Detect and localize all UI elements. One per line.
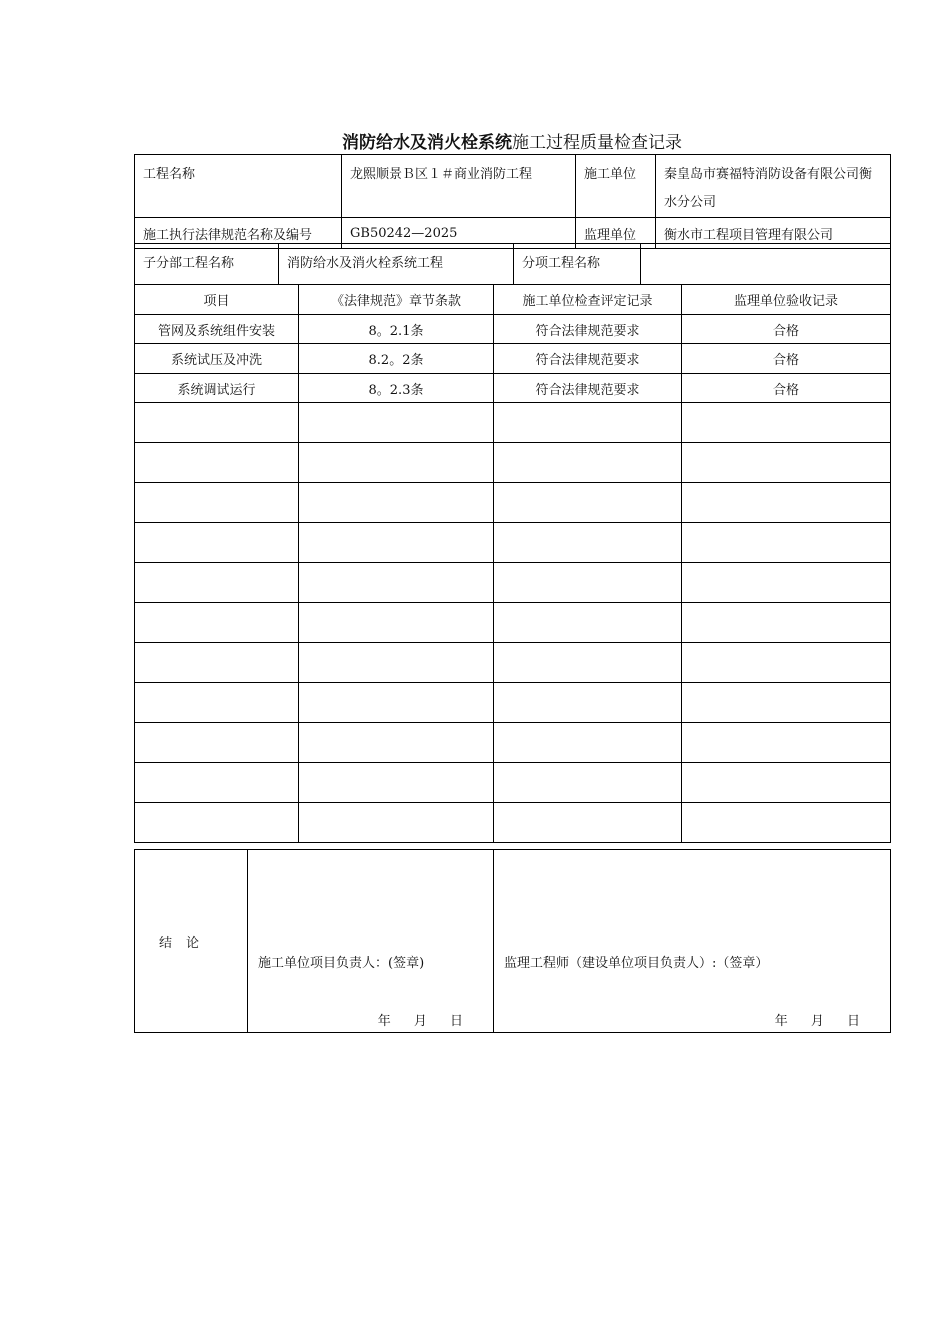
construction-date: 年 月 日 (377, 1014, 465, 1029)
empty-row (135, 763, 891, 803)
empty-cell (494, 403, 682, 443)
empty-cell (299, 643, 494, 683)
empty-cell (682, 683, 891, 723)
empty-cell (494, 523, 682, 563)
conclusion-label: 结论 (135, 850, 248, 1033)
supervision-signature: 监理工程师（建设单位项目负责人）:（签章） (504, 956, 769, 971)
empty-row (135, 643, 891, 683)
table-row (135, 344, 891, 374)
empty-row (135, 443, 891, 483)
empty-cell (135, 483, 299, 523)
empty-cell (682, 403, 891, 443)
row-item: 系统调试运行 (135, 374, 299, 403)
page-title-bold: 消防给水及消火栓系统 (342, 133, 512, 153)
empty-cell (682, 603, 891, 643)
empty-cell (682, 563, 891, 603)
empty-cell (299, 443, 494, 483)
supervision-unit-label: 监理单位 (576, 218, 656, 249)
row-supervision-record: 合格 (682, 374, 891, 403)
empty-cell (135, 643, 299, 683)
empty-cell (494, 443, 682, 483)
empty-cell (682, 643, 891, 683)
empty-cell (135, 403, 299, 443)
subdivision-table (134, 243, 891, 285)
construction-unit-label: 施工单位 (576, 155, 656, 218)
empty-cell (682, 523, 891, 563)
row-item: 系统试压及冲洗 (135, 344, 299, 374)
column-header-clause: 《法律规范》章节条款 (299, 285, 494, 315)
table-row (135, 374, 891, 403)
empty-row (135, 803, 891, 843)
page-title-rest: 施工过程质量检查记录 (512, 133, 682, 153)
empty-cell (299, 483, 494, 523)
empty-row (135, 603, 891, 643)
row-construction-record: 符合法律规范要求 (494, 344, 682, 374)
column-header-construction-record: 施工单位检查评定记录 (494, 285, 682, 315)
empty-cell (494, 803, 682, 843)
empty-cell (494, 643, 682, 683)
empty-cell (299, 523, 494, 563)
supervision-unit-value: 衡水市工程项目管理有限公司 (656, 218, 891, 249)
supervision-date: 年 月 日 (774, 1014, 862, 1029)
empty-cell (494, 603, 682, 643)
empty-cell (299, 403, 494, 443)
row-construction-record: 符合法律规范要求 (494, 315, 682, 344)
empty-cell (299, 603, 494, 643)
empty-cell (682, 803, 891, 843)
empty-cell (494, 563, 682, 603)
sub-division-value: 消防给水及消火栓系统工程 (279, 244, 514, 285)
standard-label: 施工执行法律规范名称及编号 (135, 218, 342, 249)
standard-value: GB50242—2025 (342, 218, 576, 249)
empty-cell (299, 563, 494, 603)
empty-cell (135, 443, 299, 483)
conclusion-table (134, 849, 891, 1033)
empty-cell (494, 483, 682, 523)
project-name-value: 龙熙顺景Ｂ区１＃商业消防工程 (342, 155, 576, 218)
construction-signature: 施工单位项目负责人：(签章) (258, 956, 425, 971)
empty-row (135, 563, 891, 603)
empty-cell (682, 723, 891, 763)
table-row (135, 315, 891, 344)
column-header-supervision-record: 监理单位验收记录 (682, 285, 891, 315)
row-supervision-record: 合格 (682, 344, 891, 374)
empty-cell (494, 723, 682, 763)
empty-cell (135, 603, 299, 643)
empty-cell (135, 523, 299, 563)
empty-row (135, 483, 891, 523)
page-title (134, 128, 890, 153)
empty-cell (682, 483, 891, 523)
header-table (134, 154, 891, 249)
sub-item-value (641, 244, 891, 285)
row-clause: 8。2.3条 (299, 374, 494, 403)
empty-cell (494, 763, 682, 803)
empty-cell (135, 563, 299, 603)
supervision-signature-cell (494, 850, 891, 1033)
empty-cell (299, 723, 494, 763)
construction-signature-cell (248, 850, 494, 1033)
row-clause: 8。2.1条 (299, 315, 494, 344)
row-supervision-record: 合格 (682, 315, 891, 344)
empty-cell (682, 763, 891, 803)
empty-cell (299, 763, 494, 803)
row-item: 管网及系统组件安装 (135, 315, 299, 344)
empty-row (135, 723, 891, 763)
construction-unit-value: 秦皇岛市赛福特消防设备有限公司衡水分公司 (656, 155, 891, 218)
empty-cell (135, 723, 299, 763)
empty-cell (494, 683, 682, 723)
empty-cell (135, 763, 299, 803)
column-header-item: 项目 (135, 285, 299, 315)
empty-row (135, 403, 891, 443)
empty-cell (299, 803, 494, 843)
sub-division-label: 子分部工程名称 (135, 244, 279, 285)
empty-cell (135, 803, 299, 843)
inspection-table (134, 284, 891, 843)
empty-cell (682, 443, 891, 483)
row-clause: 8.2。2条 (299, 344, 494, 374)
row-construction-record: 符合法律规范要求 (494, 374, 682, 403)
sub-item-label: 分项工程名称 (514, 244, 641, 285)
empty-row (135, 523, 891, 563)
table-header-row (135, 285, 891, 315)
project-name-label: 工程名称 (135, 155, 342, 218)
empty-row (135, 683, 891, 723)
empty-cell (135, 683, 299, 723)
empty-cell (299, 683, 494, 723)
